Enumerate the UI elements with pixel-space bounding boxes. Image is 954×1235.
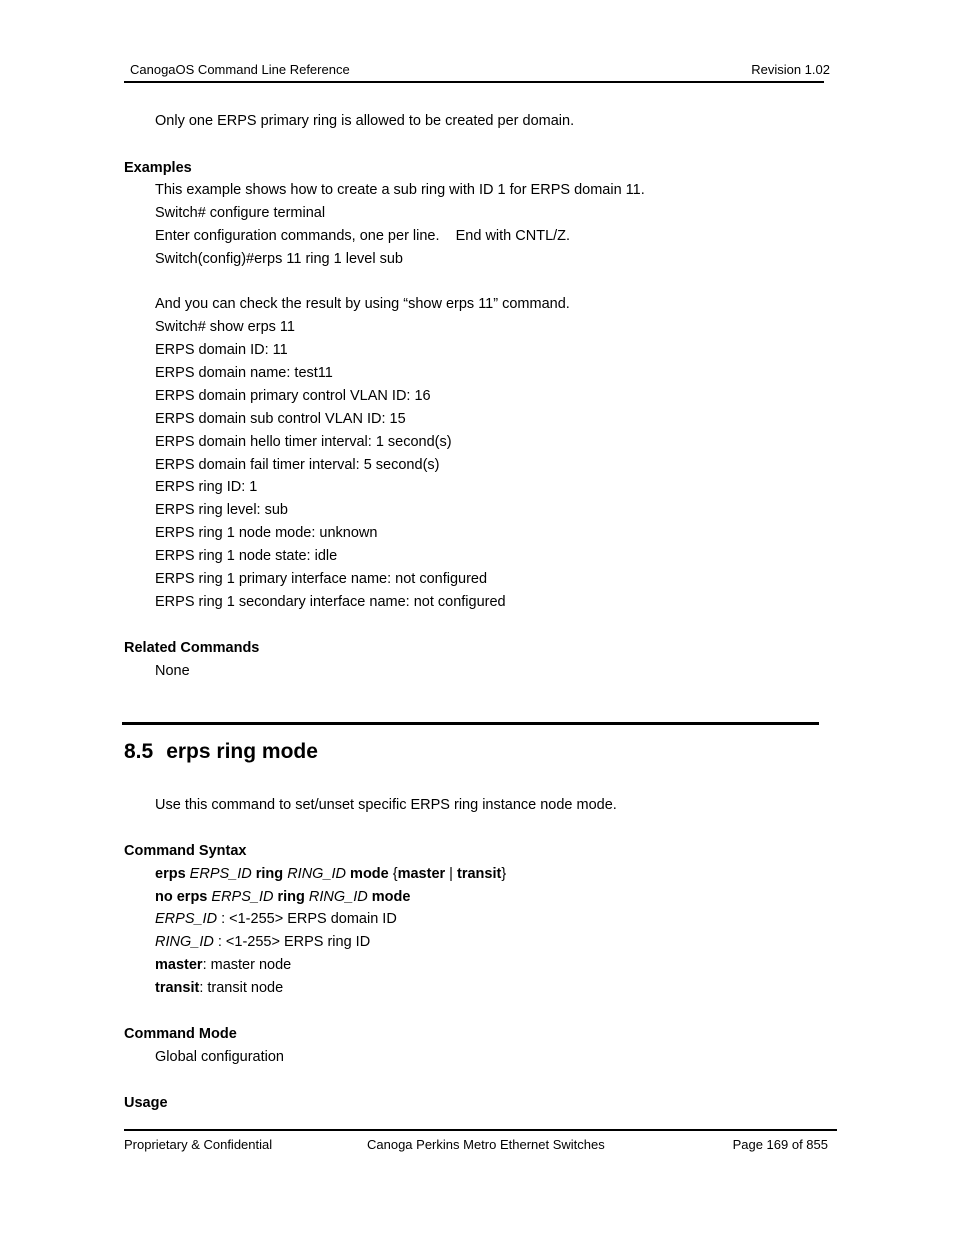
example-output-line: ERPS domain ID: 11: [155, 342, 288, 358]
header-revision: Revision 1.02: [751, 62, 830, 77]
footer-page-number: Page 169 of 855: [732, 1137, 828, 1152]
section-rule: [122, 722, 819, 725]
example-line: Enter configuration commands, one per line. End with CNTL/Z.: [155, 228, 571, 244]
header-rule: [124, 81, 824, 83]
example-output-line: ERPS domain hello timer interval: 1 second(s): [155, 434, 452, 450]
usage-heading: Usage: [124, 1095, 168, 1111]
example-output-line: ERPS ring 1 secondary interface name: not configured: [155, 594, 506, 610]
param-master: master: master node: [155, 957, 292, 973]
examples-heading: Examples: [124, 160, 192, 176]
param-transit: transit: transit node: [155, 980, 284, 996]
section-title: [124, 740, 318, 764]
example-output-line: Switch# show erps 11: [155, 319, 295, 335]
example-output-line: ERPS domain fail timer interval: 5 second(s): [155, 457, 440, 473]
section-number: 8.5: [124, 740, 154, 763]
mode-heading: Command Mode: [124, 1026, 237, 1042]
example-output-line: And you can check the result by using “show erps 11” command.: [155, 296, 570, 312]
related-text: None: [155, 663, 190, 679]
example-line: This example shows how to create a sub ring with ID 1 for ERPS domain 11.: [155, 182, 645, 198]
example-output-line: ERPS ring 1 node mode: unknown: [155, 525, 378, 541]
syntax-line-set: erps ERPS_ID ring RING_ID mode {master | transit}: [155, 866, 507, 882]
example-output-line: ERPS ring ID: 1: [155, 479, 258, 495]
related-heading: Related Commands: [124, 640, 260, 656]
example-output-line: ERPS domain name: test11: [155, 365, 333, 381]
param-erps-id: ERPS_ID : <1-255> ERPS domain ID: [155, 911, 397, 927]
footer-rule: [124, 1129, 837, 1131]
example-line: Switch(config)#erps 11 ring 1 level sub: [155, 251, 403, 267]
example-output-line: ERPS domain sub control VLAN ID: 15: [155, 411, 406, 427]
intro-line: Only one ERPS primary ring is allowed to be created per domain.: [155, 113, 575, 129]
example-output-line: ERPS domain primary control VLAN ID: 16: [155, 388, 431, 404]
param-ring-id: RING_ID : <1-255> ERPS ring ID: [155, 934, 371, 950]
syntax-line-unset: no erps ERPS_ID ring RING_ID mode: [155, 889, 411, 905]
section-name: erps ring mode: [166, 740, 318, 763]
example-line: Switch# configure terminal: [155, 205, 326, 221]
footer-confidential: Proprietary & Confidential: [124, 1137, 273, 1152]
section-description: Use this command to set/unset specific ERPS ring instance node mode.: [155, 797, 617, 813]
example-output-line: ERPS ring 1 primary interface name: not configured: [155, 571, 488, 587]
header-title: CanogaOS Command Line Reference: [130, 62, 350, 77]
footer-product: Canoga Perkins Metro Ethernet Switches: [367, 1137, 605, 1152]
syntax-heading: Command Syntax: [124, 843, 247, 859]
mode-text: Global configuration: [155, 1049, 284, 1065]
example-output-line: ERPS ring level: sub: [155, 502, 288, 518]
example-output-line: ERPS ring 1 node state: idle: [155, 548, 338, 564]
